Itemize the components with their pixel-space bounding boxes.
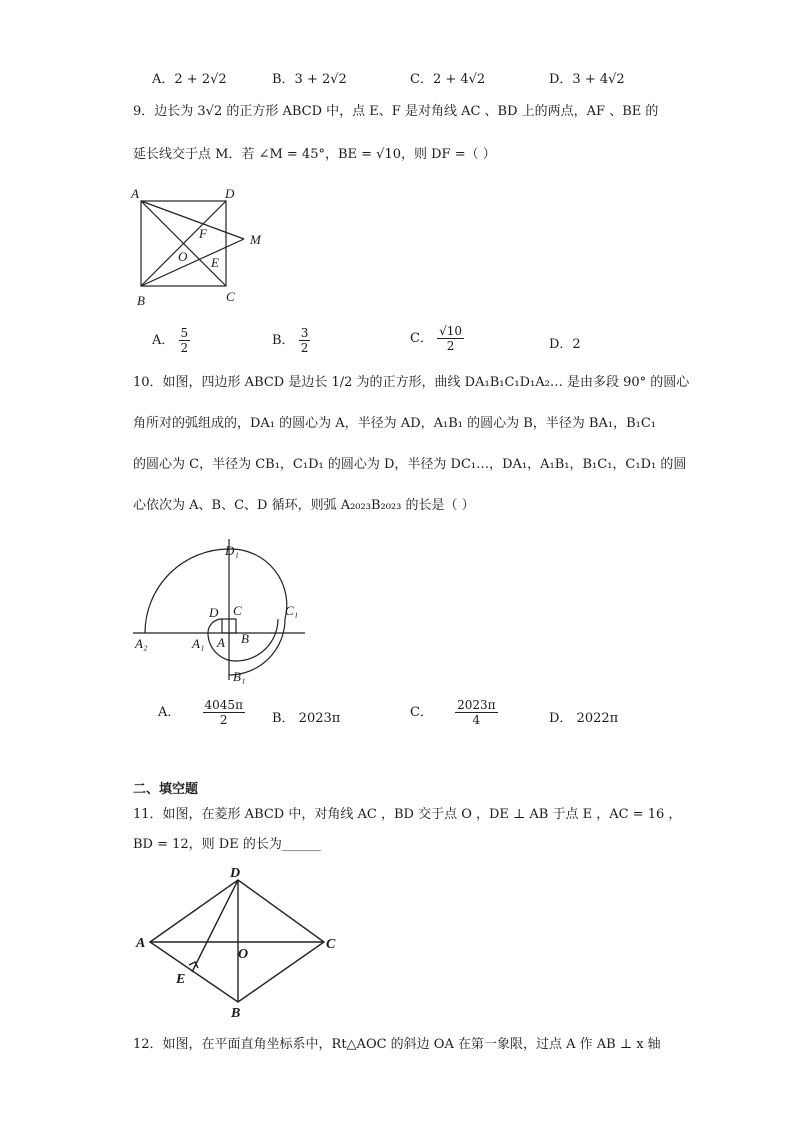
- q9-option-b-prefix: B．: [272, 333, 295, 348]
- q9-option-a-num: 5: [180, 326, 189, 340]
- q10-label-d: D: [209, 605, 219, 620]
- q9-option-c-den: 2: [446, 339, 455, 353]
- q8-option-d: D．3 + 4√2: [549, 72, 625, 87]
- q11-rhombus-figure: [128, 862, 348, 1022]
- q9-option-b-num: 3: [300, 326, 309, 340]
- q11-label-o: O: [238, 947, 249, 962]
- q10-option-b: B． 2023π: [272, 711, 341, 726]
- q11-text-line2: BD = 12，则 DE 的长为______: [133, 837, 321, 852]
- q10-option-a: [158, 698, 245, 727]
- q10-spiral-figure: [125, 535, 325, 685]
- q9-option-a: [152, 326, 190, 355]
- q11-label-a: A: [136, 936, 146, 951]
- q10-label-b1: B₁: [233, 669, 246, 684]
- q9-label-c: C: [226, 289, 235, 304]
- q10-option-a-num: 4045π: [204, 698, 243, 712]
- q8-option-a: A．2 + 2√2: [152, 72, 227, 87]
- q9-square-figure: [125, 183, 275, 313]
- q11-label-c: C: [326, 937, 336, 952]
- q9-option-d: D．2: [549, 337, 581, 352]
- q9-option-a-den: 2: [180, 341, 189, 355]
- q9-label-f: F: [199, 226, 207, 241]
- q9-text-line1: 9．边长为 3√2 的正方形 ABCD 中，点 E、F 是对角线 AC 、BD 上的两点，AF 、BE 的: [133, 104, 659, 119]
- q9-option-c-num: √10: [439, 324, 463, 338]
- q10-option-a-prefix: A．: [158, 705, 181, 720]
- q9-label-b: B: [137, 293, 145, 308]
- q9-option-a-prefix: A．: [152, 333, 175, 348]
- q10-label-b: B: [241, 631, 249, 646]
- q12-text-line1: 12．如图，在平面直角坐标系中，Rt△AOC 的斜边 OA 在第一象限，过点 A 作 AB ⊥ x 轴: [133, 1037, 661, 1052]
- q10-option-c: [410, 698, 498, 727]
- q9-label-o: O: [178, 249, 188, 264]
- q10-option-d: D． 2022π: [549, 711, 619, 726]
- q10-text-line2: 角所对的弧组成的，DA₁ 的圆心为 A，半径为 AD，A₁B₁ 的圆心为 B，半径为 BA₁，B₁C₁: [133, 416, 657, 431]
- q9-text-line2: 延长线交于点 M．若 ∠M = 45°，BE = √10，则 DF =（ ）: [133, 147, 496, 162]
- q9-option-b-fraction: [299, 326, 311, 355]
- q9-option-a-fraction: [179, 326, 191, 355]
- q11-text-line1: 11．如图，在菱形 ABCD 中，对角线 AC ，BD 交于点 O ，DE ⊥ AB 于点 E ，AC = 16 ，: [133, 807, 682, 822]
- q10-option-c-fraction: [455, 698, 497, 727]
- q9-label-e: E: [211, 255, 219, 270]
- q9-option-b-den: 2: [300, 341, 309, 355]
- q10-text-line4: 心依次为 A、B、C、D 循环，则弧 A₂₀₂₃B₂₀₂₃ 的长是（ ）: [133, 498, 475, 513]
- q8-option-c: C．2 + 4√2: [410, 72, 486, 87]
- q10-option-c-den: 4: [472, 713, 481, 727]
- q9-option-c-prefix: C．: [410, 331, 433, 346]
- q9-option-c: [410, 324, 464, 353]
- q9-label-d: D: [225, 186, 235, 201]
- q10-label-d1: D₁: [225, 543, 239, 558]
- q10-label-c: C: [233, 603, 242, 618]
- q10-text-line3: 的圆心为 C，半径为 CB₁，C₁D₁ 的圆心为 D，半径为 DC₁…，DA₁，A₁B₁，B₁C₁，C₁D₁ 的圆: [133, 457, 687, 472]
- q9-option-b: [272, 326, 310, 355]
- q10-label-c1: C₁: [285, 603, 299, 618]
- q10-text-line1: 10．如图，四边形 ABCD 是边长 1/2 为的正方形，曲线 DA₁B₁C₁D₁A₂… 是由多段 90° 的圆心: [133, 375, 690, 390]
- q10-option-c-prefix: C．: [410, 705, 433, 720]
- q11-label-e: E: [176, 972, 186, 987]
- q9-option-c-fraction: [437, 324, 464, 353]
- q11-label-d: D: [230, 866, 241, 881]
- q10-label-a2: A₂: [135, 636, 148, 651]
- section-heading-fill-in: 二、填空题: [133, 782, 199, 797]
- q11-label-b: B: [231, 1006, 241, 1021]
- q9-label-a: A: [131, 186, 139, 201]
- q10-option-c-num: 2023π: [457, 698, 496, 712]
- q10-label-a: A: [217, 635, 225, 650]
- q8-option-b: B．3 + 2√2: [272, 72, 347, 87]
- q10-option-a-fraction: [203, 698, 245, 727]
- q10-label-a1: A₁: [192, 636, 205, 651]
- q10-option-a-den: 2: [219, 713, 228, 727]
- q9-label-m: M: [250, 232, 261, 247]
